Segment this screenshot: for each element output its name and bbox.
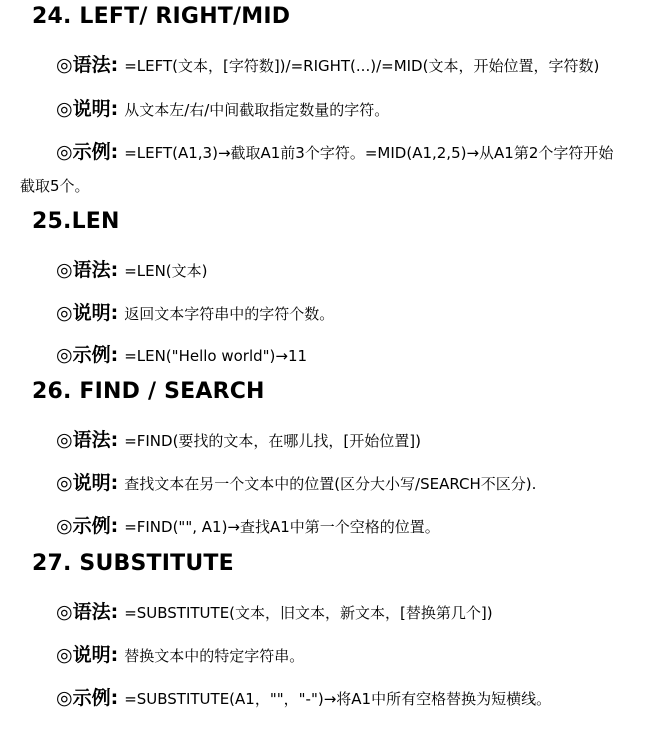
syntax-line: [56, 597, 493, 624]
syntax-text: =LEFT(文本，[字符数])/=RIGHT(...)/=MID(文本，开始位置，字符数): [124, 57, 600, 75]
syntax-line: [56, 50, 599, 77]
section-heading-left-right-mid: 24. LEFT/ RIGHT/MID: [32, 4, 291, 29]
syntax-text: =LEN(文本): [124, 262, 208, 280]
example-text: =SUBSTITUTE(A1，""，"-")→将A1中所有空格替换为短横线。: [124, 690, 552, 708]
example-line: [56, 511, 440, 538]
description-label: ◎说明:: [56, 644, 119, 666]
example-text: =LEN("Hello world")→11: [124, 347, 308, 365]
description-line: [56, 298, 334, 325]
example-label: ◎示例:: [56, 515, 119, 537]
description-label: ◎说明:: [56, 98, 119, 120]
description-label: ◎说明:: [56, 302, 119, 324]
example-line: [56, 137, 613, 164]
example-continuation: 截取5个。: [20, 177, 90, 195]
description-line: [56, 94, 389, 121]
syntax-text: =FIND(要找的文本，在哪儿找，[开始位置]): [124, 432, 421, 450]
syntax-text: =SUBSTITUTE(文本，旧文本，新文本，[替换第几个]): [124, 604, 493, 622]
example-label: ◎示例:: [56, 687, 119, 709]
example-label: ◎示例:: [56, 344, 119, 366]
description-text: 替换文本中的特定字符串。: [124, 647, 305, 665]
description-line: [56, 640, 304, 667]
section-heading-find-search: 26. FIND / SEARCH: [32, 379, 265, 404]
syntax-label: ◎语法:: [56, 601, 119, 623]
description-line: [56, 468, 536, 495]
syntax-label: ◎语法:: [56, 429, 119, 451]
syntax-line: [56, 255, 208, 282]
example-line: [56, 683, 551, 710]
description-label: ◎说明:: [56, 472, 119, 494]
section-heading-len: 25.LEN: [32, 209, 120, 234]
example-line: [56, 340, 307, 367]
description-text: 从文本左/右/中间截取指定数量的字符。: [124, 101, 390, 119]
syntax-label: ◎语法:: [56, 54, 119, 76]
section-heading-substitute: 27. SUBSTITUTE: [32, 551, 234, 576]
example-text: =FIND("", A1)→查找A1中第一个空格的位置。: [124, 518, 440, 536]
syntax-line: [56, 425, 421, 452]
description-text: 返回文本字符串中的字符个数。: [124, 305, 335, 323]
example-text: =LEFT(A1,3)→截取A1前3个字符。=MID(A1,2,5)→从A1第2个字符开始: [124, 144, 614, 162]
example-label: ◎示例:: [56, 141, 119, 163]
description-text: 查找文本在另一个文本中的位置(区分大小写/SEARCH不区分).: [124, 475, 537, 493]
syntax-label: ◎语法:: [56, 259, 119, 281]
